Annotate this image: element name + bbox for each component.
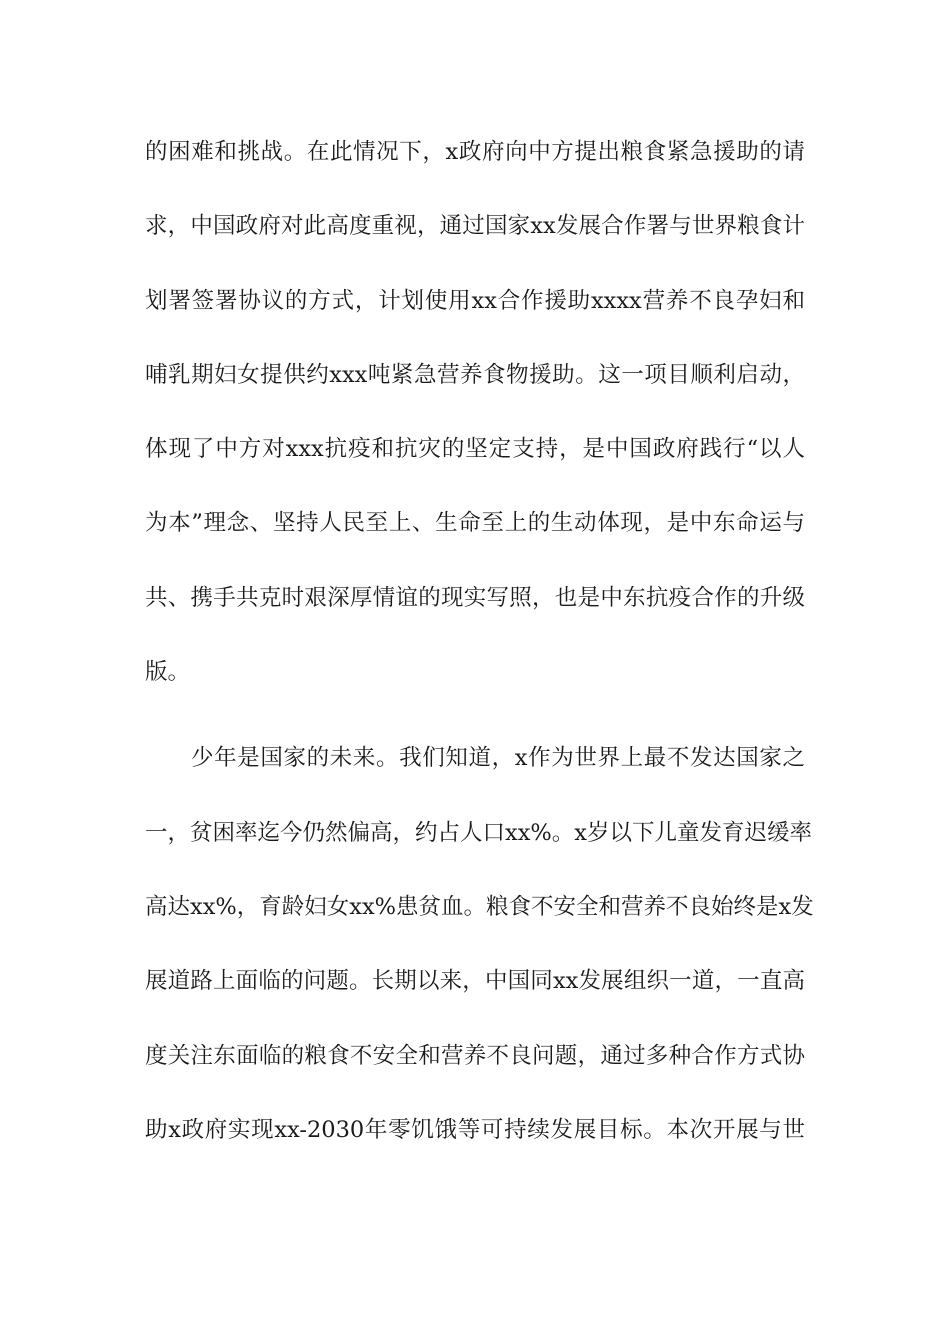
paragraph-1-line-4: 哺乳期妇女提供约xxx吨紧急营养食物援助。这一项目顺利启动， bbox=[145, 362, 805, 388]
paragraph-2-line-2: 一，贫困率迄今仍然偏高，约占人口xx%。x岁以下儿童发育迟缓率 bbox=[145, 820, 812, 846]
paragraph-1-line-1: 的困难和挑战。在此情况下，x政府向中方提出粮食紧急援助的请 bbox=[145, 139, 805, 165]
paragraph-1-line-6: 为本”理念、坚持人民至上、生命至上的生动体现，是中东命运与 bbox=[145, 510, 805, 536]
paragraph-1-line-5: 体现了中方对xxx抗疫和抗灾的坚定支持，是中国政府践行“以人 bbox=[145, 436, 805, 462]
paragraph-1-line-8: 版。 bbox=[145, 659, 191, 685]
paragraph-2-line-4: 展道路上面临的问题。长期以来，中国同xx发展组织一道，一直高 bbox=[145, 968, 805, 994]
paragraph-1-line-3: 划署签署协议的方式，计划使用xx合作援助xxxx营养不良孕妇和 bbox=[145, 288, 805, 314]
paragraph-2-line-5: 度关注东面临的粮食不安全和营养不良问题，通过多种合作方式协 bbox=[145, 1043, 805, 1069]
paragraph-1-line-7: 共、携手共克时艰深厚情谊的现实写照，也是中东抗疫合作的升级 bbox=[145, 585, 805, 611]
paragraph-2-line-3: 高达xx%，育龄妇女xx%患贫血。粮食不安全和营养不良始终是x发 bbox=[145, 894, 814, 920]
paragraph-2-line-6: 助x政府实现xx-2030年零饥饿等可持续发展目标。本次开展与世 bbox=[145, 1117, 805, 1143]
paragraph-2-line-1: 少年是国家的未来。我们知道，x作为世界上最不发达国家之 bbox=[191, 745, 805, 771]
paragraph-1-line-2: 求，中国政府对此高度重视，通过国家xx发展合作署与世界粮食计 bbox=[145, 213, 805, 239]
